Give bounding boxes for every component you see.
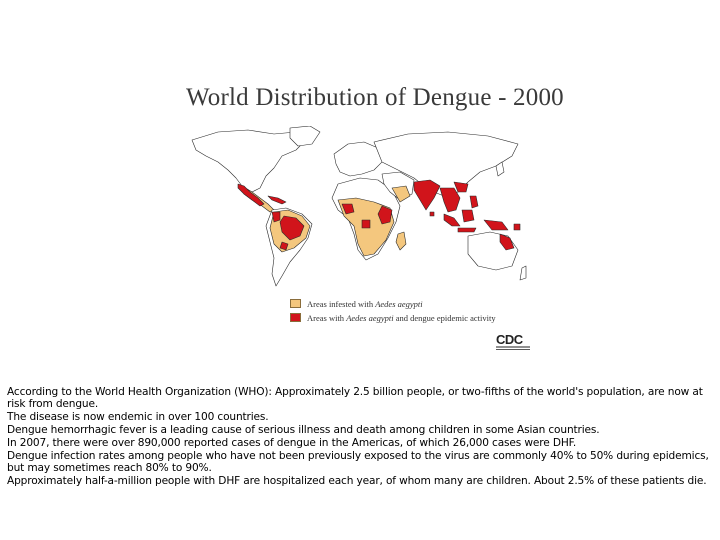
australia-land xyxy=(468,232,518,270)
paragraph-infection-rates: Dengue infection rates among people who have not been previously exposed to the virus are commonly 40% to 50% during epidemics, but may sometimes reach 80% to 90%. xyxy=(7,450,709,474)
paragraph-endemic: The disease is now endemic in over 100 countries. xyxy=(7,410,269,423)
legend-item-infested xyxy=(290,297,496,310)
legend-swatch-infested xyxy=(290,299,301,308)
new-zealand-land xyxy=(520,266,526,280)
north-america-land xyxy=(192,130,306,192)
sumatra-epidemic xyxy=(444,214,460,226)
map-title: World Distribution of Dengue - 2000 xyxy=(186,84,564,111)
borneo-epidemic xyxy=(462,210,474,222)
paragraph-americas: In 2007, there were over 890,000 reported cases of dengue in the Americas, of which 26,000 cases were DHF. xyxy=(7,437,577,450)
cdc-logo xyxy=(496,330,532,352)
body-text xyxy=(7,387,713,489)
philippines-epidemic xyxy=(470,196,478,208)
map-legend xyxy=(290,297,496,325)
world-dengue-map xyxy=(178,126,528,291)
paragraph-dhf: Dengue hemorrhagic fever is a leading cause of serious illness and death among children in some Asian countries. xyxy=(7,423,600,436)
pacific-islands-epidemic xyxy=(514,224,520,230)
legend-swatch-epidemic xyxy=(290,313,301,322)
legend-label-infested: Areas infested with Aedes aegypti xyxy=(307,298,423,309)
new-guinea-epidemic xyxy=(484,220,508,230)
india-epidemic xyxy=(414,180,440,210)
java-epidemic xyxy=(458,228,476,232)
paragraph-who: According to the World Health Organization (WHO): Approximately 2.5 billion people, or two-fifths of the world's population, are now at risk from dengue. xyxy=(7,386,703,410)
central-africa-epidemic xyxy=(362,220,370,228)
sri-lanka-epidemic xyxy=(430,212,434,216)
paragraph-hospitalized: Approximately half-a-million people with DHF are hospitalized each year, of whom many are children. About 2.5% of these patients die. xyxy=(7,474,707,487)
madagascar-land xyxy=(396,232,406,250)
svg-text:CDC: CDC xyxy=(496,332,523,347)
caribbean-epidemic xyxy=(268,196,286,204)
legend-label-epidemic: Areas with Aedes aegypti and dengue epidemic activity xyxy=(307,312,496,323)
legend-item-epidemic xyxy=(290,311,496,324)
